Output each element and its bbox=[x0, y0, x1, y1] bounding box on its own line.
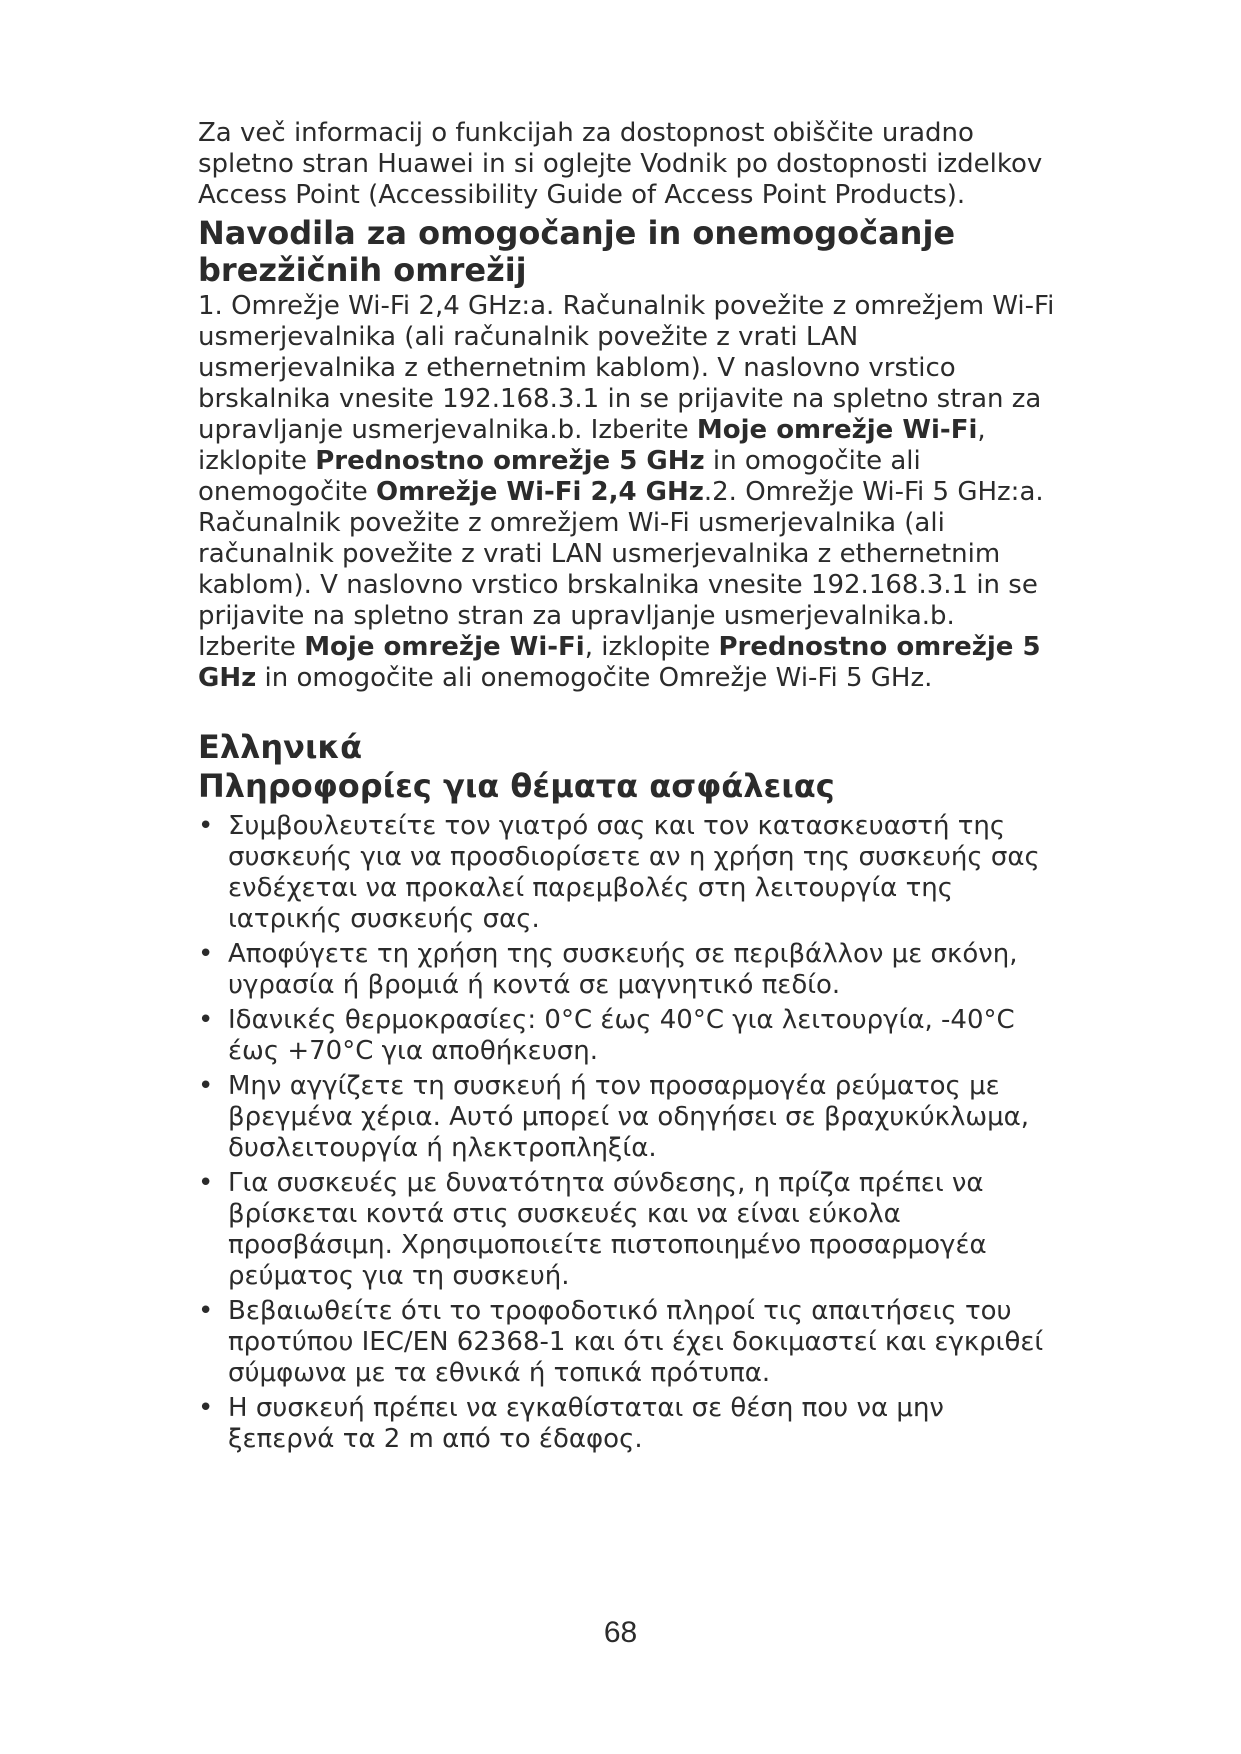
safety-bullet-list bbox=[198, 811, 1058, 1455]
wifi-text-5: , izklopite bbox=[584, 632, 719, 662]
wifi-bold-24ghz-network: Omrežje Wi-Fi 2,4 GHz bbox=[376, 477, 704, 507]
bullet-icon: • bbox=[198, 811, 214, 841]
bullet-icon: • bbox=[198, 1005, 214, 1035]
list-item-text: Για συσκευές με δυνατότητα σύνδεσης, η πρίζα πρέπει να βρίσκεται κοντά στις συσκευές και να είναι εύκολα προσβάσιμη. Χρησιμοποιείτε πιστοποιημένο προσαρμογέα ρεύματος για τη συσκευή. bbox=[228, 1168, 987, 1291]
bullet-icon: • bbox=[198, 1296, 214, 1326]
list-item bbox=[198, 811, 1058, 935]
list-item-text: Αποφύγετε τη χρήση της συσκευής σε περιβάλλον με σκόνη, υγρασία ή βρομιά ή κοντά σε μαγνητικό πεδίο. bbox=[228, 939, 1018, 1000]
wifi-section-heading: Navodila za omogočanje in onemogočanje brezžičnih omrežij bbox=[198, 214, 956, 289]
list-item bbox=[198, 939, 1058, 1001]
list-item-text: Μην αγγίζετε τη συσκευή ή τον προσαρμογέα ρεύματος με βρεγμένα χέρια. Αυτό μπορεί να οδηγήσει σε βραχυκύκλωμα, δυσλειτουργία ή ηλεκτροπληξία. bbox=[228, 1071, 1030, 1163]
bullet-icon: • bbox=[198, 1393, 214, 1423]
wifi-text-2: , izklopite bbox=[198, 415, 986, 476]
list-item-text: Βεβαιωθείτε ότι το τροφοδοτικό πληροί τις απαιτήσεις του προτύπου IEC/EN 62368-1 και ότι έχει δοκιμαστεί και εγκριθεί σύμφωνα με τα εθνικά ή τοπικά πρότυπα. bbox=[228, 1296, 1044, 1388]
list-item bbox=[198, 1005, 1058, 1067]
bullet-icon: • bbox=[198, 939, 214, 969]
page-number: 68 bbox=[603, 1616, 638, 1649]
list-item-text: Συμβουλευτείτε τον γιατρό σας και τον κατασκευαστή της συσκευής για να προσδιορίσετε αν η χρήση της συσκευής σας ενδέχεται να προκαλεί παρεμβολές στη λειτουργία της ιατρικής συσκευής σας. bbox=[228, 811, 1040, 934]
wifi-bold-priority-5ghz-2: Prednostno omrežje 5 GHz bbox=[198, 632, 1041, 693]
list-item bbox=[198, 1071, 1058, 1164]
list-item bbox=[198, 1393, 1058, 1455]
bullet-icon: • bbox=[198, 1168, 214, 1198]
wifi-instructions-paragraph bbox=[198, 291, 1058, 694]
wifi-bold-my-wifi-2: Moje omrežje Wi-Fi bbox=[304, 632, 585, 662]
greek-language-heading: Ελληνικά bbox=[198, 728, 363, 766]
wifi-text-1: 1. Omrežje Wi-Fi 2,4 GHz:a. Računalnik povežite z omrežjem Wi-Fi usmerjevalnika (ali računalnik povežite z vrati LAN usmerjevalnika z ethernetnim kablom). V naslovno vrstico brskalnika vnesite 192.168.3.1 in se prijavite na spletno stran za upravljanje usmerjevalnika.b. Izberite bbox=[198, 291, 1055, 445]
greek-safety-heading: Πληροφορίες για θέματα ασφάλειας bbox=[198, 767, 835, 805]
wifi-text-4: .2. Omrežje Wi-Fi 5 GHz:a. Računalnik povežite z omrežjem Wi-Fi usmerjevalnika (ali računalnik povežite z vrati LAN usmerjevalnika z ethernetnim kablom). V naslovno vrstico brskalnika vnesite 192.168.3.1 in se prijavite na spletno stran za upravljanje usmerjevalnika.b. Izberite bbox=[198, 477, 1044, 662]
intro-paragraph: Za več informacij o funkcijah za dostopnost obiščite uradno spletno stran Huawei in si oglejte Vodnik po dostopnosti izdelkov Access Point (Accessibility Guide of Access Point Products). bbox=[198, 118, 1043, 210]
list-item bbox=[198, 1168, 1058, 1292]
wifi-text-6: in omogočite ali onemogočite Omrežje Wi-Fi 5 GHz. bbox=[256, 663, 933, 693]
wifi-text-3: in omogočite ali onemogočite bbox=[198, 446, 921, 507]
page-content bbox=[198, 118, 1058, 1459]
wifi-bold-priority-5ghz-1: Prednostno omrežje 5 GHz bbox=[315, 446, 705, 476]
list-item bbox=[198, 1296, 1058, 1389]
wifi-bold-my-wifi-1: Moje omrežje Wi-Fi bbox=[696, 415, 978, 445]
list-item-text: Η συσκευή πρέπει να εγκαθίσταται σε θέση που να μην ξεπερνά τα 2 m από το έδαφος. bbox=[228, 1393, 944, 1454]
bullet-icon: • bbox=[198, 1071, 214, 1101]
list-item-text: Ιδανικές θερμοκρασίες: 0°C έως 40°C για λειτουργία, -40°C έως +70°C για αποθήκευση. bbox=[228, 1005, 1015, 1066]
